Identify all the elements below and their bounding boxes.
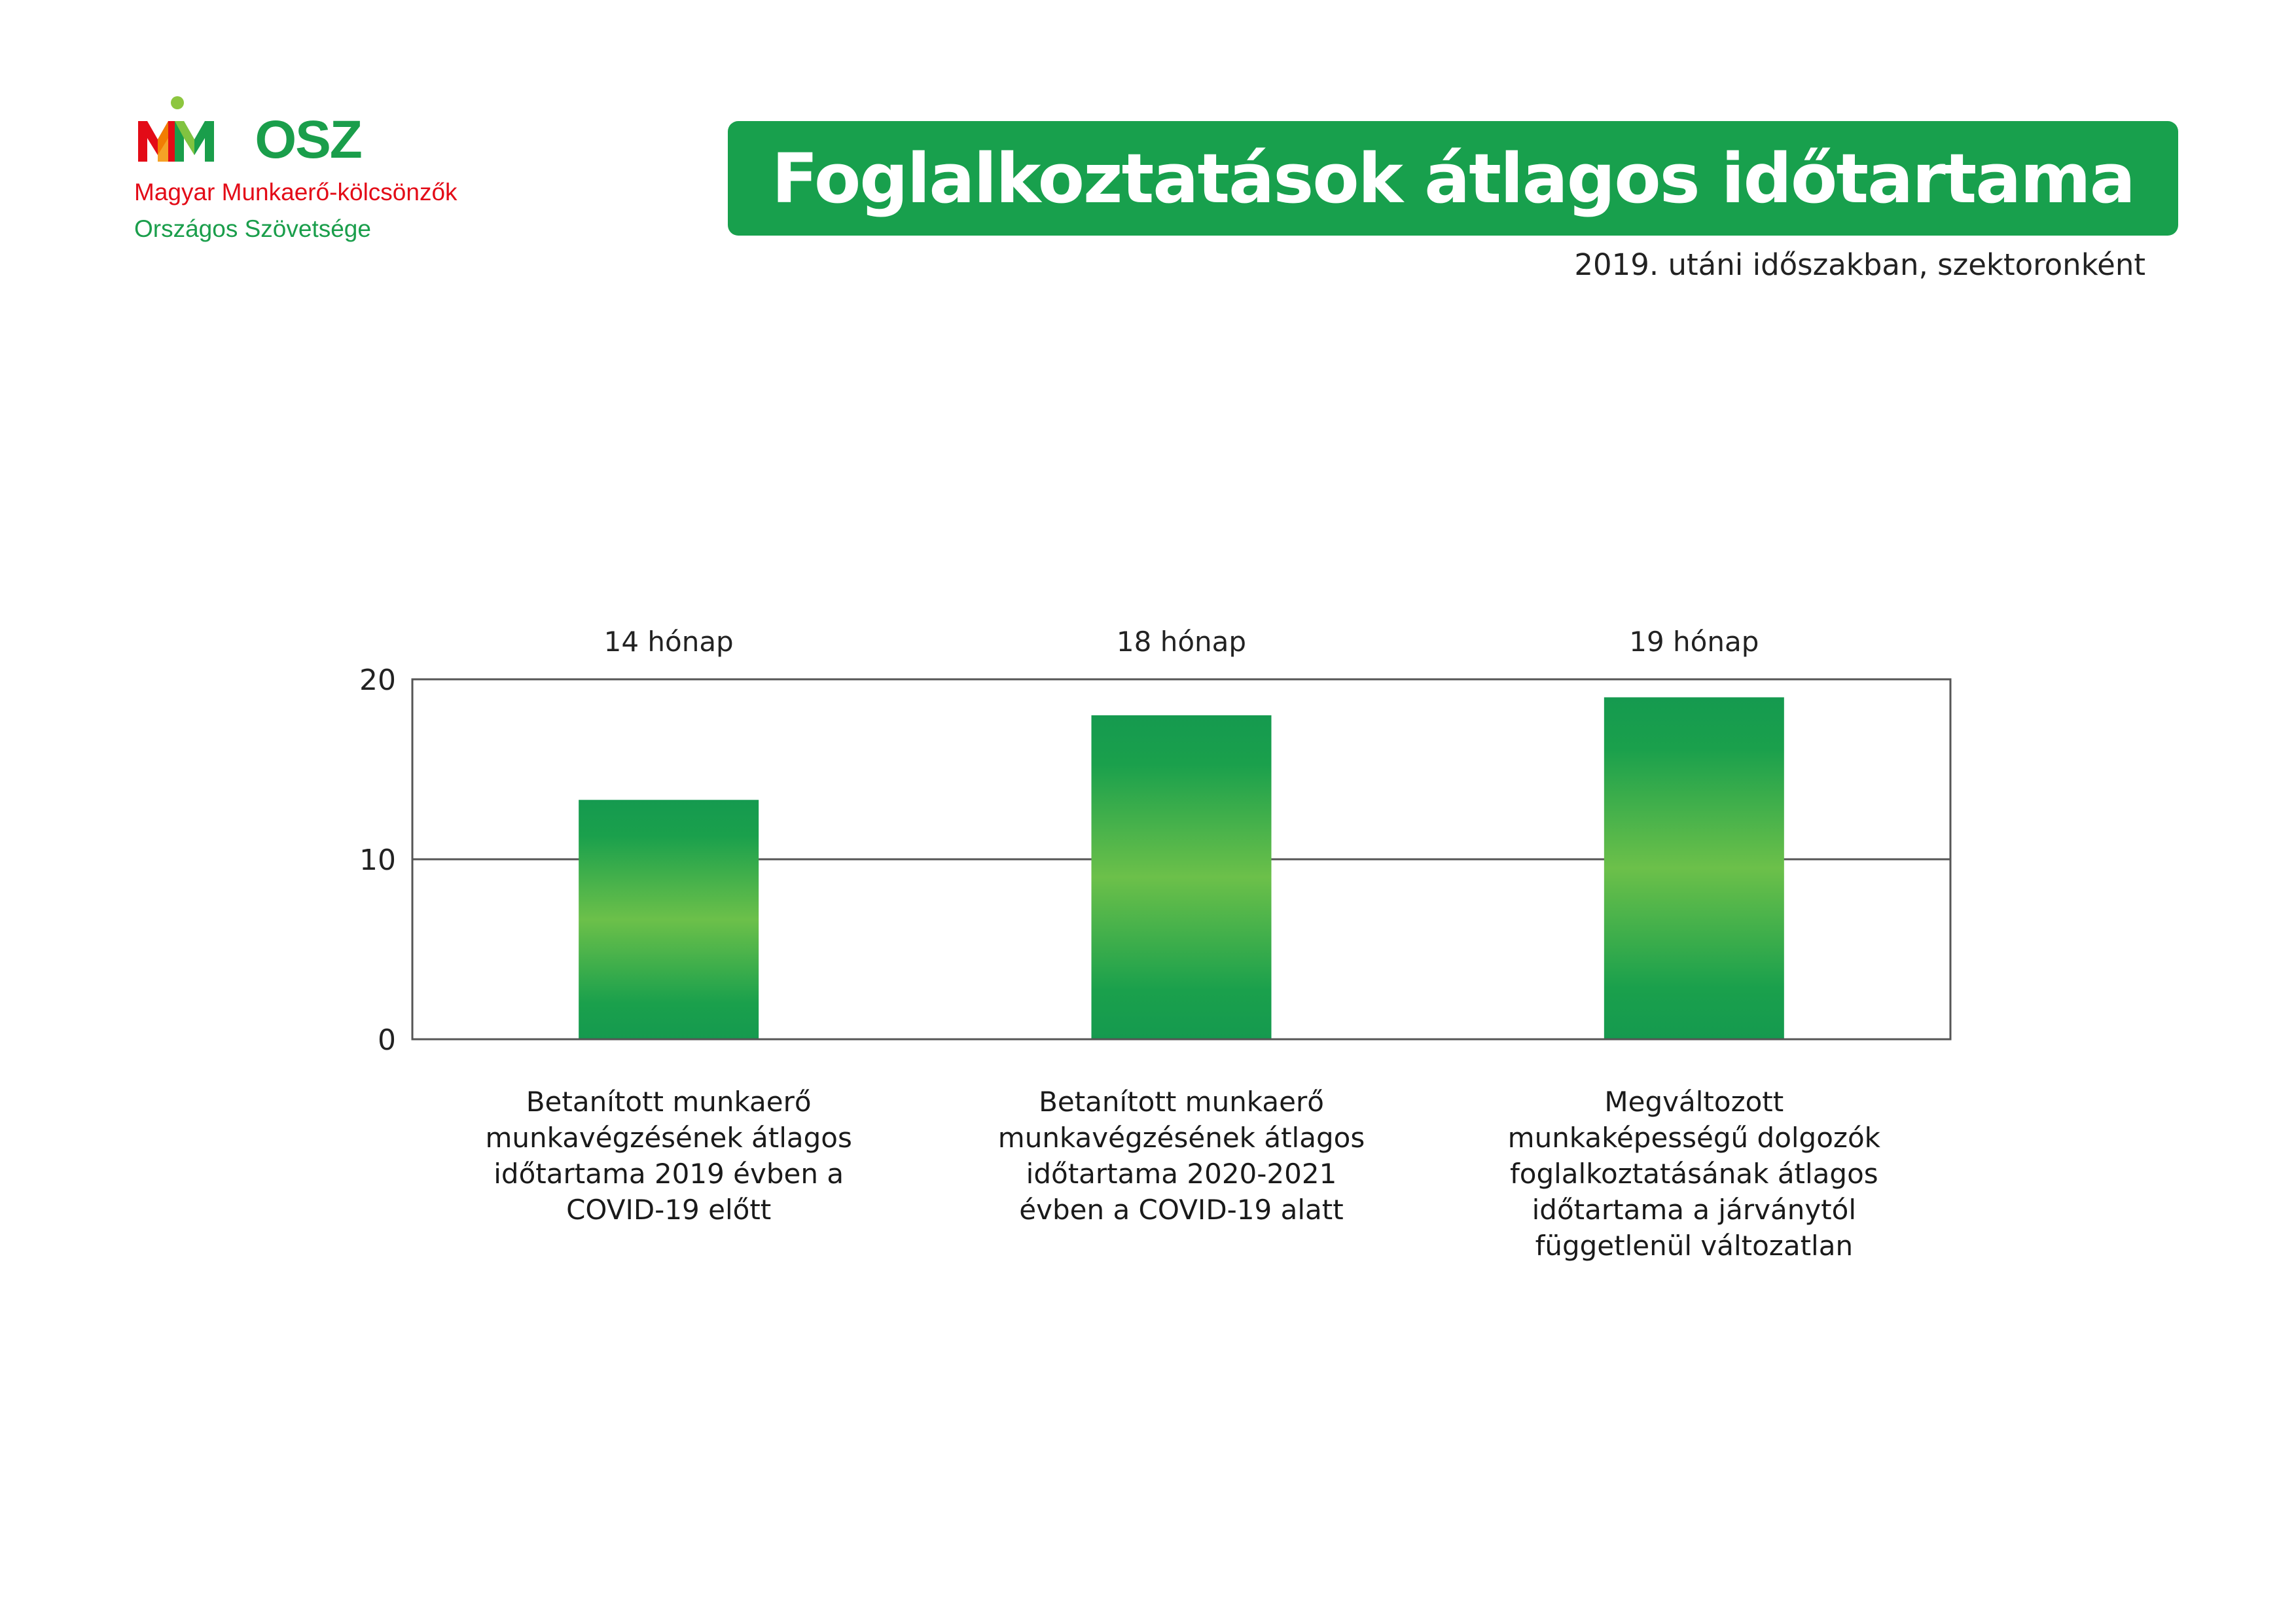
category-label-line: munkaképességű dolgozók xyxy=(1507,1122,1880,1154)
category-label-line: időtartama 2020-2021 xyxy=(1026,1158,1337,1190)
data-label: 14 hónap xyxy=(603,626,734,658)
category-label-line: függetlenül változatlan xyxy=(1535,1230,1854,1262)
logo-tagline-line1: Magyar Munkaerő-kölcsönzők xyxy=(134,179,457,205)
category-label-line: Betanított munkaerő xyxy=(1039,1086,1324,1118)
bar xyxy=(579,800,759,1039)
category-label xyxy=(998,1086,1365,1226)
category-label xyxy=(1508,1086,1881,1262)
data-label: 19 hónap xyxy=(1629,626,1759,658)
y-tick-label: 10 xyxy=(359,844,396,877)
page-subtitle: 2019. utáni időszakban, szektoronként xyxy=(1574,247,2145,282)
category-label-line: COVID-19 előtt xyxy=(566,1194,772,1226)
category-label-line: Megváltozott xyxy=(1604,1086,1784,1118)
logo-wordmark: OSZ xyxy=(255,110,361,169)
bar xyxy=(1604,698,1784,1040)
category-label xyxy=(485,1086,852,1226)
page-title: Foglalkoztatások átlagos időtartama xyxy=(772,138,2134,219)
category-label-line: Betanított munkaerő xyxy=(526,1086,812,1118)
y-tick-label: 0 xyxy=(378,1024,396,1057)
logo-tagline-line2: Országos Szövetsége xyxy=(134,215,371,242)
data-label: 18 hónap xyxy=(1116,626,1247,658)
category-label-line: munkavégzésének átlagos xyxy=(997,1122,1365,1154)
category-label-line: évben a COVID-19 alatt xyxy=(1019,1194,1344,1226)
category-label-line: időtartama 2019 évben a xyxy=(493,1158,844,1190)
bar xyxy=(1092,715,1272,1039)
y-tick-label: 20 xyxy=(359,664,396,697)
category-label-line: foglalkoztatásának átlagos xyxy=(1509,1158,1878,1190)
category-label-line: munkavégzésének átlagos xyxy=(485,1122,852,1154)
category-label-line: időtartama a járványtól xyxy=(1532,1194,1857,1226)
